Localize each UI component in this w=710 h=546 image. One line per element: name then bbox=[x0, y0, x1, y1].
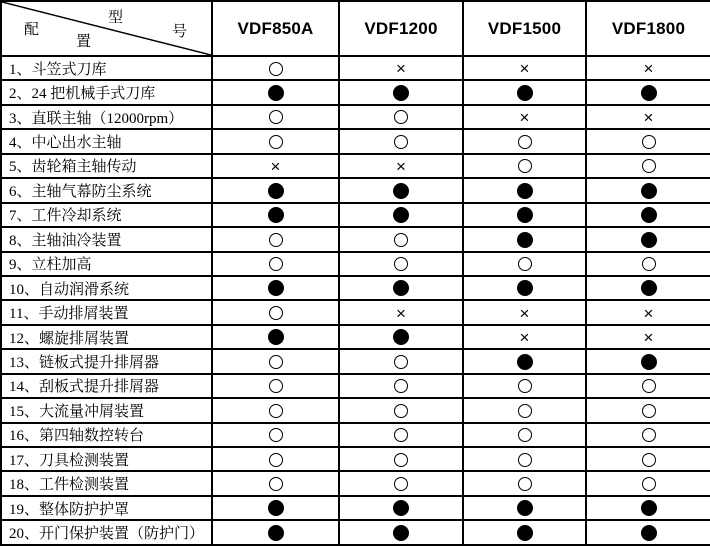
cell-standard bbox=[463, 203, 586, 227]
cell-not-available bbox=[586, 105, 710, 129]
feature-label: 6、主轴气幕防尘系统 bbox=[1, 178, 212, 202]
feature-label: 3、直联主轴（12000rpm） bbox=[1, 105, 212, 129]
feature-label: 11、手动排屑装置 bbox=[1, 300, 212, 324]
hollow-circle-icon bbox=[269, 257, 283, 271]
cell-standard bbox=[463, 178, 586, 202]
hollow-circle-icon bbox=[394, 477, 408, 491]
hollow-circle-icon bbox=[394, 257, 408, 271]
cell-standard bbox=[212, 80, 339, 104]
hollow-circle-icon bbox=[394, 110, 408, 124]
cross-icon: × bbox=[396, 59, 406, 79]
cell-standard bbox=[586, 520, 710, 545]
filled-circle-icon bbox=[517, 354, 533, 370]
cell-standard bbox=[212, 496, 339, 520]
hollow-circle-icon bbox=[642, 428, 656, 442]
filled-circle-icon bbox=[517, 207, 533, 223]
feature-label: 10、自动润滑系统 bbox=[1, 276, 212, 300]
cell-standard bbox=[212, 520, 339, 545]
hollow-circle-icon bbox=[642, 257, 656, 271]
filled-circle-icon bbox=[517, 183, 533, 199]
hollow-circle-icon bbox=[518, 428, 532, 442]
cross-icon: × bbox=[519, 327, 530, 347]
cell-optional bbox=[586, 374, 710, 398]
hollow-circle-icon bbox=[394, 453, 408, 467]
feature-label: 7、工件冷却系统 bbox=[1, 203, 212, 227]
table-row bbox=[1, 325, 710, 349]
feature-label: 19、整体防护护罩 bbox=[1, 496, 212, 520]
cell-optional bbox=[586, 398, 710, 422]
filled-circle-icon bbox=[393, 85, 409, 101]
table-row bbox=[1, 300, 710, 324]
table-row bbox=[1, 423, 710, 447]
table-row bbox=[1, 227, 710, 251]
table-row bbox=[1, 203, 710, 227]
cell-optional bbox=[463, 398, 586, 422]
corner-config-label-char2: 置 bbox=[76, 34, 92, 50]
header-row bbox=[1, 1, 710, 56]
filled-circle-icon bbox=[641, 525, 657, 541]
hollow-circle-icon bbox=[518, 453, 532, 467]
cell-standard bbox=[463, 349, 586, 373]
hollow-circle-icon bbox=[642, 404, 656, 418]
hollow-circle-icon bbox=[269, 62, 283, 76]
cross-icon: × bbox=[519, 107, 530, 127]
cell-optional bbox=[212, 252, 339, 276]
cell-standard bbox=[339, 203, 463, 227]
column-header-vdf1800: VDF1800 bbox=[586, 1, 710, 56]
cell-standard bbox=[463, 227, 586, 251]
filled-circle-icon bbox=[393, 500, 409, 516]
cell-optional bbox=[339, 129, 463, 153]
hollow-circle-icon bbox=[394, 404, 408, 418]
cell-not-available bbox=[339, 56, 463, 80]
filled-circle-icon bbox=[517, 525, 533, 541]
hollow-circle-icon bbox=[518, 257, 532, 271]
cell-optional bbox=[212, 374, 339, 398]
feature-label: 12、螺旋排屑装置 bbox=[1, 325, 212, 349]
hollow-circle-icon bbox=[394, 355, 408, 369]
filled-circle-icon bbox=[268, 85, 284, 101]
hollow-circle-icon bbox=[269, 477, 283, 491]
hollow-circle-icon bbox=[518, 477, 532, 491]
hollow-circle-icon bbox=[642, 477, 656, 491]
corner-model-label-char2: 号 bbox=[172, 24, 188, 40]
cell-standard bbox=[586, 276, 710, 300]
cell-standard bbox=[212, 325, 339, 349]
cell-optional bbox=[586, 423, 710, 447]
cell-not-available bbox=[463, 56, 586, 80]
table-row bbox=[1, 252, 710, 276]
hollow-circle-icon bbox=[269, 110, 283, 124]
filled-circle-icon bbox=[641, 85, 657, 101]
cross-icon: × bbox=[643, 59, 654, 79]
cell-optional bbox=[212, 471, 339, 495]
table-body bbox=[1, 56, 710, 545]
hollow-circle-icon bbox=[269, 355, 283, 369]
column-header-vdf850a: VDF850A bbox=[212, 1, 339, 56]
cell-optional bbox=[339, 398, 463, 422]
hollow-circle-icon bbox=[394, 135, 408, 149]
cell-optional bbox=[339, 252, 463, 276]
cell-not-available bbox=[586, 300, 710, 324]
cross-icon: × bbox=[519, 59, 530, 79]
cell-standard bbox=[339, 520, 463, 545]
cell-standard bbox=[339, 276, 463, 300]
cell-optional bbox=[212, 447, 339, 471]
hollow-circle-icon bbox=[642, 379, 656, 393]
cell-standard bbox=[586, 80, 710, 104]
feature-label: 13、链板式提升排屑器 bbox=[1, 349, 212, 373]
cell-optional bbox=[463, 374, 586, 398]
filled-circle-icon bbox=[641, 354, 657, 370]
cell-standard bbox=[212, 203, 339, 227]
cross-icon: × bbox=[270, 156, 281, 176]
cell-optional bbox=[212, 423, 339, 447]
filled-circle-icon bbox=[268, 183, 284, 199]
hollow-circle-icon bbox=[642, 453, 656, 467]
corner-model-label-char1: 型 bbox=[108, 10, 124, 26]
cell-standard bbox=[339, 496, 463, 520]
table-row bbox=[1, 276, 710, 300]
filled-circle-icon bbox=[641, 500, 657, 516]
corner-header-cell bbox=[1, 1, 212, 56]
filled-circle-icon bbox=[393, 329, 409, 345]
filled-circle-icon bbox=[393, 280, 409, 296]
feature-label: 18、工件检测装置 bbox=[1, 471, 212, 495]
feature-label: 9、立柱加高 bbox=[1, 252, 212, 276]
cell-not-available bbox=[339, 300, 463, 324]
feature-label: 15、大流量冲屑装置 bbox=[1, 398, 212, 422]
cell-optional bbox=[586, 129, 710, 153]
cell-standard bbox=[586, 203, 710, 227]
table-row bbox=[1, 178, 710, 202]
table-row bbox=[1, 80, 710, 104]
cell-not-available bbox=[339, 154, 463, 178]
hollow-circle-icon bbox=[269, 404, 283, 418]
cell-not-available bbox=[586, 325, 710, 349]
filled-circle-icon bbox=[641, 183, 657, 199]
filled-circle-icon bbox=[393, 207, 409, 223]
cell-optional bbox=[463, 252, 586, 276]
filled-circle-icon bbox=[641, 280, 657, 296]
table-row bbox=[1, 447, 710, 471]
hollow-circle-icon bbox=[394, 379, 408, 393]
cell-optional bbox=[586, 252, 710, 276]
filled-circle-icon bbox=[268, 207, 284, 223]
hollow-circle-icon bbox=[269, 453, 283, 467]
cross-icon: × bbox=[396, 303, 406, 323]
cell-optional bbox=[212, 105, 339, 129]
cross-icon: × bbox=[643, 107, 654, 127]
corner-config-label-char1: 配 bbox=[24, 22, 40, 38]
cell-not-available bbox=[463, 300, 586, 324]
cell-standard bbox=[212, 276, 339, 300]
cell-optional bbox=[339, 374, 463, 398]
filled-circle-icon bbox=[517, 232, 533, 248]
filled-circle-icon bbox=[393, 525, 409, 541]
table-row bbox=[1, 471, 710, 495]
filled-circle-icon bbox=[517, 500, 533, 516]
cell-standard bbox=[463, 276, 586, 300]
hollow-circle-icon bbox=[642, 135, 656, 149]
cell-optional bbox=[463, 129, 586, 153]
cell-optional bbox=[212, 56, 339, 80]
feature-label: 2、24 把机械手式刀库 bbox=[1, 80, 212, 104]
filled-circle-icon bbox=[393, 183, 409, 199]
cell-not-available bbox=[463, 325, 586, 349]
cell-optional bbox=[212, 300, 339, 324]
hollow-circle-icon bbox=[269, 428, 283, 442]
column-header-vdf1200: VDF1200 bbox=[339, 1, 463, 56]
cell-standard bbox=[339, 178, 463, 202]
cell-optional bbox=[586, 471, 710, 495]
cell-not-available bbox=[463, 105, 586, 129]
feature-label: 17、刀具检测装置 bbox=[1, 447, 212, 471]
table-row bbox=[1, 496, 710, 520]
cell-optional bbox=[586, 154, 710, 178]
cell-standard bbox=[463, 496, 586, 520]
cell-optional bbox=[586, 447, 710, 471]
cell-standard bbox=[586, 496, 710, 520]
cell-optional bbox=[463, 471, 586, 495]
cell-standard bbox=[463, 80, 586, 104]
feature-label: 5、齿轮箱主轴传动 bbox=[1, 154, 212, 178]
filled-circle-icon bbox=[268, 329, 284, 345]
table-row bbox=[1, 105, 710, 129]
hollow-circle-icon bbox=[269, 135, 283, 149]
cell-standard bbox=[586, 227, 710, 251]
cell-optional bbox=[339, 471, 463, 495]
hollow-circle-icon bbox=[518, 135, 532, 149]
table-row bbox=[1, 154, 710, 178]
cell-optional bbox=[463, 154, 586, 178]
feature-label: 1、斗笠式刀库 bbox=[1, 56, 212, 80]
cell-not-available bbox=[586, 56, 710, 80]
cell-optional bbox=[339, 227, 463, 251]
cell-optional bbox=[212, 349, 339, 373]
feature-label: 4、中心出水主轴 bbox=[1, 129, 212, 153]
hollow-circle-icon bbox=[518, 404, 532, 418]
hollow-circle-icon bbox=[269, 233, 283, 247]
hollow-circle-icon bbox=[518, 159, 532, 173]
cell-optional bbox=[463, 423, 586, 447]
cell-optional bbox=[463, 447, 586, 471]
hollow-circle-icon bbox=[394, 233, 408, 247]
cross-icon: × bbox=[396, 156, 406, 176]
cell-standard bbox=[339, 325, 463, 349]
feature-label: 8、主轴油冷装置 bbox=[1, 227, 212, 251]
table-row bbox=[1, 398, 710, 422]
hollow-circle-icon bbox=[269, 306, 283, 320]
feature-label: 16、第四轴数控转台 bbox=[1, 423, 212, 447]
filled-circle-icon bbox=[268, 500, 284, 516]
feature-label: 20、开门保护装置（防护门） bbox=[1, 520, 212, 545]
table-row bbox=[1, 374, 710, 398]
table-row bbox=[1, 129, 710, 153]
cell-optional bbox=[212, 227, 339, 251]
filled-circle-icon bbox=[641, 232, 657, 248]
hollow-circle-icon bbox=[518, 379, 532, 393]
cross-icon: × bbox=[643, 327, 654, 347]
hollow-circle-icon bbox=[642, 159, 656, 173]
filled-circle-icon bbox=[268, 525, 284, 541]
cell-standard bbox=[339, 80, 463, 104]
cell-optional bbox=[339, 105, 463, 129]
cell-optional bbox=[212, 129, 339, 153]
filled-circle-icon bbox=[517, 85, 533, 101]
cell-optional bbox=[339, 349, 463, 373]
table-row bbox=[1, 56, 710, 80]
feature-label: 14、刮板式提升排屑器 bbox=[1, 374, 212, 398]
cell-standard bbox=[463, 520, 586, 545]
hollow-circle-icon bbox=[269, 379, 283, 393]
cell-optional bbox=[339, 423, 463, 447]
filled-circle-icon bbox=[517, 280, 533, 296]
cell-not-available bbox=[212, 154, 339, 178]
cell-optional bbox=[339, 447, 463, 471]
cross-icon: × bbox=[643, 303, 654, 323]
column-header-vdf1500: VDF1500 bbox=[463, 1, 586, 56]
cell-standard bbox=[586, 178, 710, 202]
hollow-circle-icon bbox=[394, 428, 408, 442]
cross-icon: × bbox=[519, 303, 530, 323]
filled-circle-icon bbox=[268, 280, 284, 296]
filled-circle-icon bbox=[641, 207, 657, 223]
cell-optional bbox=[212, 398, 339, 422]
table-row bbox=[1, 349, 710, 373]
cell-standard bbox=[212, 178, 339, 202]
table-row bbox=[1, 520, 710, 545]
cell-standard bbox=[586, 349, 710, 373]
